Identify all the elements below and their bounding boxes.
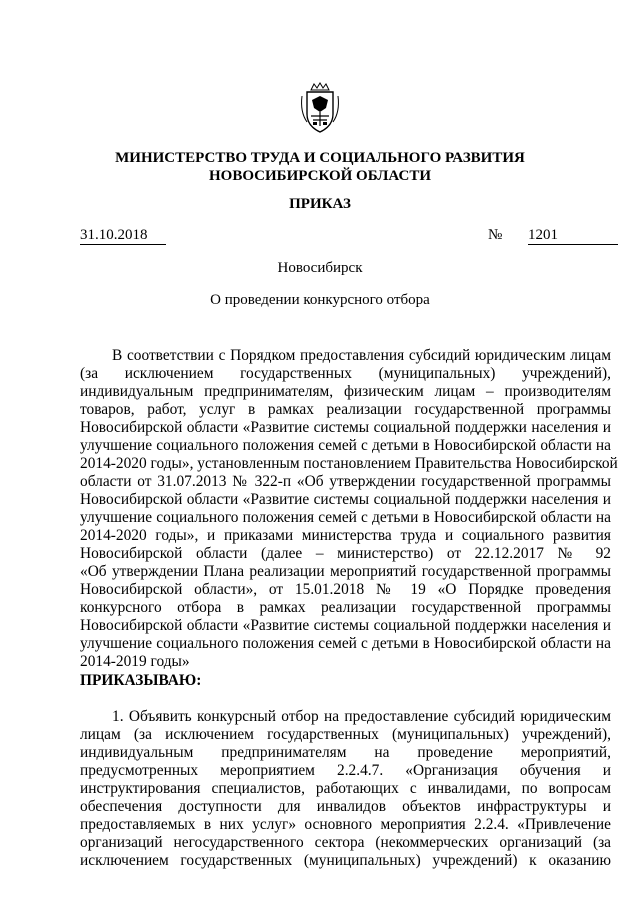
decree-heading: ПРИКАЗЫВАЮ:: [80, 672, 202, 689]
item-line: предоставляемых в них услуг» основного мероприятия 2.2.4. «Привлечение: [80, 816, 611, 833]
coat-of-arms-icon: [299, 82, 341, 134]
preamble-line: улучшение социального положения семей с детьми в Новосибирской области на: [80, 509, 611, 526]
item-line: 1. Объявить конкурсный отбор на предоставление субсидий юридическим: [112, 708, 611, 725]
item-line: организаций негосударственного сектора (некоммерческих организаций (за: [80, 834, 611, 851]
preamble-line: конкурсного отбора в рамках реализации государственной программы: [80, 599, 611, 616]
item-line: инструктирования специалистов, работающих с инвалидами, по вопросам: [80, 780, 611, 797]
item-line: обеспечения доступности для инвалидов объектов инфраструктуры и: [80, 798, 611, 815]
item-line: предусмотренных мероприятием 2.2.4.7. «Организация обучения и: [80, 762, 611, 779]
item-line: исключением государственных (муниципальных) учреждений) к оказанию: [80, 852, 611, 869]
preamble-line: товаров, работ, услуг в рамках реализации государственной программы: [80, 401, 611, 418]
order-subject: О проведении конкурсного отбора: [210, 292, 430, 308]
preamble-line: Новосибирской области «Развитие системы социальной поддержки населения и: [80, 491, 611, 508]
preamble-line: улучшение социального положения семей с детьми в Новосибирской области на: [80, 437, 611, 454]
number-sign: №: [488, 227, 503, 243]
ministry-name-line1: МИНИСТЕРСТВО ТРУДА И СОЦИАЛЬНОГО РАЗВИТИЯ: [115, 150, 525, 166]
preamble-line: Новосибирской области (далее – министерство) от 22.12.2017 № 92: [80, 545, 611, 562]
preamble-line: 2014-2020 годы», и приказами министерства труда и социального развития: [80, 527, 611, 544]
preamble-line: 2014-2020 годы», установленным постановлением Правительства Новосибирской: [80, 455, 618, 472]
preamble-line: индивидуальным предпринимателям, физическим лицам – производителям: [80, 383, 611, 400]
preamble-line: «Об утверждении Плана реализации мероприятий государственной программы: [80, 563, 611, 580]
document-type: ПРИКАЗ: [289, 196, 351, 212]
preamble-line: (за исключением государственных (муниципальных) учреждений),: [80, 365, 611, 382]
order-date: 31.10.2018: [80, 226, 166, 245]
ministry-name-line2: НОВОСИБИРСКОЙ ОБЛАСТИ: [208, 168, 432, 184]
item-line: индивидуальным предпринимателям на проведение мероприятий,: [80, 744, 611, 761]
preamble-line: 2014-2019 годы»: [80, 653, 190, 670]
preamble-line: области от 31.07.2013 № 322-п «Об утверждении государственной программы: [80, 473, 611, 490]
preamble-line: Новосибирской области «Развитие системы социальной поддержки населения и: [80, 419, 611, 436]
order-number: 1201: [528, 226, 618, 245]
preamble-line: улучшение социального положения семей с детьми в Новосибирской области на: [80, 635, 611, 652]
preamble-line: Новосибирской области «Развитие системы социальной поддержки населения и: [80, 617, 611, 634]
preamble-line: Новосибирской области», от 15.01.2018 № 19 «О Порядке проведения: [80, 581, 611, 598]
city: Новосибирск: [277, 260, 363, 276]
preamble-line: В соответствии с Порядком предоставления субсидий юридическим лицам: [112, 347, 611, 364]
item-line: лицам (за исключением государственных (муниципальных) учреждений),: [80, 726, 611, 743]
